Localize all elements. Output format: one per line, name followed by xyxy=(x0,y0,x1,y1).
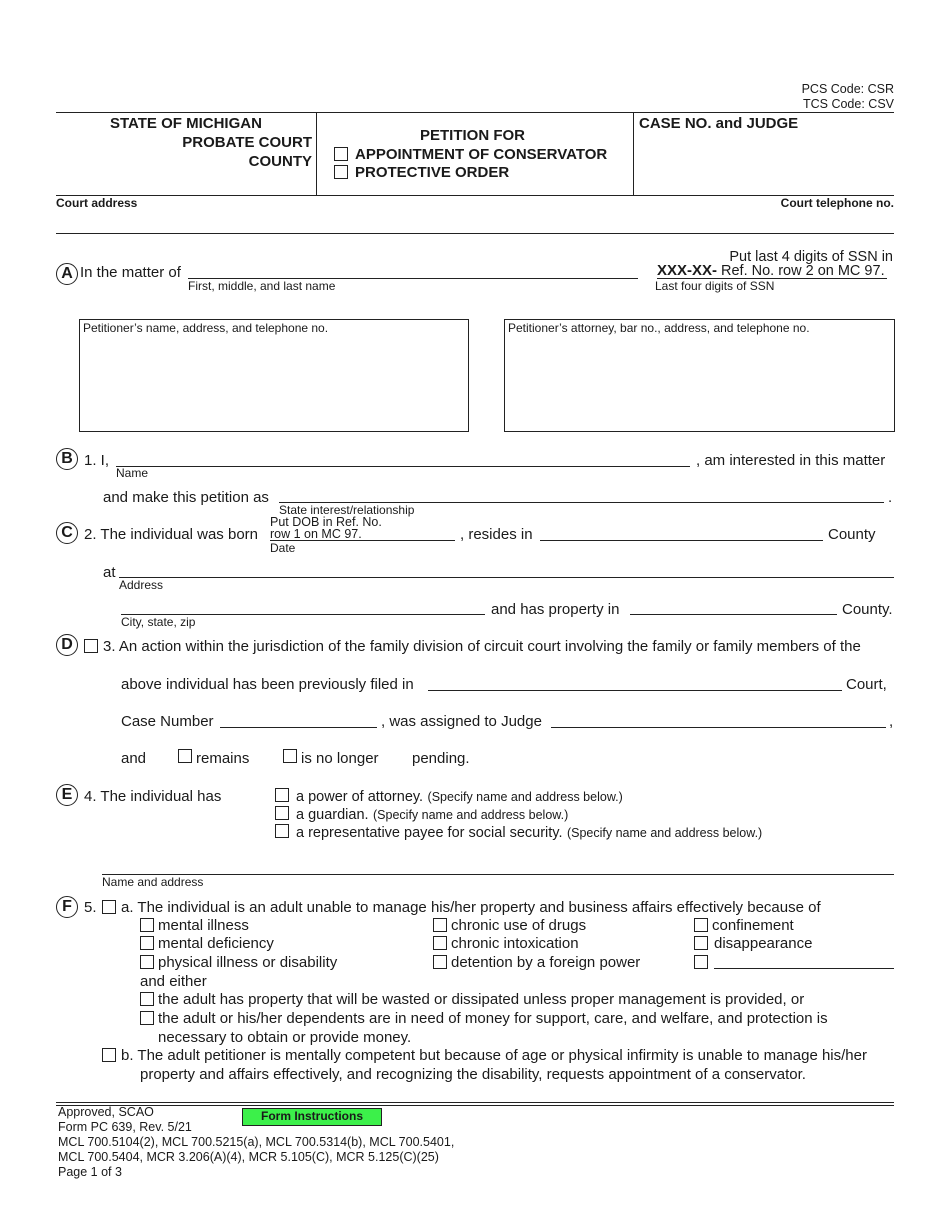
address-line[interactable] xyxy=(119,577,894,578)
guardian-checkbox[interactable] xyxy=(275,806,289,820)
city-caption: City, state, zip xyxy=(121,615,196,629)
petitioner-info-box[interactable] xyxy=(79,319,469,432)
confinement-checkbox[interactable] xyxy=(694,918,708,932)
poa-note: (Specify name and address below.) xyxy=(427,790,623,804)
page-number: Page 1 of 3 xyxy=(58,1165,122,1179)
confinement-label: confinement xyxy=(712,917,794,934)
county-word: County xyxy=(828,526,876,543)
interest-caption: State interest/relationship xyxy=(279,503,415,517)
state-label: STATE OF MICHIGAN xyxy=(110,115,262,132)
section-b-marker: B xyxy=(56,448,78,470)
case-no-label: CASE NO. and JUDGE xyxy=(639,115,799,132)
footer-rule-2 xyxy=(56,1105,894,1106)
item5b-text-line2: property and affairs effectively, and recognizing the disability, requests appointment of a conservator. xyxy=(140,1066,806,1083)
mental-illness-label: mental illness xyxy=(158,917,249,934)
item3-text: 3. An action within the jurisdiction of the family division of circuit court involving the family or family members of the xyxy=(103,638,861,655)
detention-label: detention by a foreign power xyxy=(451,954,641,971)
either2-text-line1: the adult or his/her dependents are in need of money for support, care, and welfare, and protection is xyxy=(158,1010,828,1027)
county-word-2: County. xyxy=(842,601,893,618)
mcl-line-2: MCL 700.5404, MCR 3.206(A)(4), MCR 5.105(C), MCR 5.125(C)(25) xyxy=(58,1150,439,1164)
payee-label: a representative payee for social security. xyxy=(296,825,563,841)
name-address-caption: Name and address xyxy=(102,875,204,889)
remains-label: remains xyxy=(196,750,250,767)
guardian-label: a guardian. xyxy=(296,807,369,823)
make-petition-label: and make this petition as xyxy=(103,489,269,506)
protective-order-checkbox[interactable] xyxy=(334,165,348,179)
pending-label: pending. xyxy=(412,750,470,767)
conservator-checkbox[interactable] xyxy=(334,147,348,161)
address-caption: Address xyxy=(119,578,164,592)
form-number: Form PC 639, Rev. 5/21 xyxy=(58,1120,192,1134)
payee-option xyxy=(296,824,762,842)
filed-in-label: above individual has been previously filed in xyxy=(121,676,414,693)
either1-checkbox[interactable] xyxy=(140,992,154,1006)
case-number-label: Case Number xyxy=(121,713,214,730)
item2-label: 2. The individual was born xyxy=(84,526,258,543)
intoxication-checkbox[interactable] xyxy=(433,936,447,950)
poa-label: a power of attorney. xyxy=(296,789,424,805)
header-bottom-rule xyxy=(56,195,894,196)
resides-label: , resides in xyxy=(460,526,533,543)
payee-checkbox[interactable] xyxy=(275,824,289,838)
either2-checkbox[interactable] xyxy=(140,1011,154,1025)
item1-label: 1. I, xyxy=(84,452,110,469)
intoxication-label: chronic intoxication xyxy=(451,935,579,952)
petitioner-name-line[interactable] xyxy=(116,466,690,467)
mental-deficiency-checkbox[interactable] xyxy=(140,936,154,950)
drugs-label: chronic use of drugs xyxy=(451,917,587,934)
payee-note: (Specify name and address below.) xyxy=(566,826,763,840)
dob-note-line1: Put DOB in Ref. No. xyxy=(270,515,382,529)
item5a-checkbox[interactable] xyxy=(102,900,116,914)
no-longer-checkbox[interactable] xyxy=(283,749,297,763)
section-d-marker: D xyxy=(56,634,78,656)
court-word: Court, xyxy=(846,676,887,693)
pcs-code: PCS Code: CSR xyxy=(801,82,894,96)
drugs-checkbox[interactable] xyxy=(433,918,447,932)
case-number-line[interactable] xyxy=(220,727,377,728)
matter-name-caption: First, middle, and last name xyxy=(188,279,336,293)
protective-order-option-label: PROTECTIVE ORDER xyxy=(355,164,510,181)
ssn-ref-note: Ref. No. row 2 on MC 97. xyxy=(721,263,885,279)
form-instructions-button[interactable]: Form Instructions xyxy=(242,1108,382,1126)
either2-text-line2: necessary to obtain or provide money. xyxy=(158,1029,412,1046)
and-label: and xyxy=(121,750,147,767)
ssn-caption: Last four digits of SSN xyxy=(655,279,775,293)
disappearance-checkbox[interactable] xyxy=(694,936,708,950)
mental-illness-checkbox[interactable] xyxy=(140,918,154,932)
ssn-prefix: XXX-XX- xyxy=(657,262,718,279)
dob-line[interactable] xyxy=(270,540,455,541)
section-f-marker: F xyxy=(56,896,78,918)
no-longer-label: is no longer xyxy=(301,750,379,767)
guardian-note: (Specify name and address below.) xyxy=(373,808,569,822)
poa-checkbox[interactable] xyxy=(275,788,289,802)
header-top-rule xyxy=(56,112,894,113)
poa-option xyxy=(296,788,623,806)
approved-label: Approved, SCAO xyxy=(58,1105,154,1119)
footer-rule-1 xyxy=(56,1102,894,1103)
court-label: PROBATE COURT xyxy=(182,134,312,151)
detention-checkbox[interactable] xyxy=(433,955,447,969)
petition-for-title: PETITION FOR xyxy=(420,127,525,144)
petitioner-box-label: Petitioner’s name, address, and telephone no. xyxy=(83,321,329,335)
county-label: COUNTY xyxy=(248,153,312,170)
address-rule xyxy=(56,233,894,234)
comma: , xyxy=(889,713,894,730)
name-address-line[interactable] xyxy=(102,874,894,875)
section-a-marker: A xyxy=(56,263,78,285)
interested-text: , am interested in this matter xyxy=(696,452,886,469)
assigned-label: , was assigned to Judge xyxy=(381,713,542,730)
date-caption: Date xyxy=(270,541,296,555)
item5b-text-line1: b. The adult petitioner is mentally competent but because of age or physical infirmity is unable to manage his/her xyxy=(121,1047,867,1064)
item5a-text: a. The individual is an adult unable to manage his/her property and business affairs effectively because of xyxy=(121,899,821,916)
court-address-label: Court address xyxy=(56,196,138,210)
section-e-marker: E xyxy=(56,784,78,806)
header-divider-2 xyxy=(633,112,634,195)
physical-illness-checkbox[interactable] xyxy=(140,955,154,969)
item3-checkbox[interactable] xyxy=(84,639,98,653)
name-caption: Name xyxy=(116,466,149,480)
other-reason-checkbox[interactable] xyxy=(694,955,708,969)
either1-text: the adult has property that will be wasted or dissipated unless proper management is provided, or xyxy=(158,991,805,1008)
attorney-info-box[interactable] xyxy=(504,319,895,432)
tcs-code: TCS Code: CSV xyxy=(802,97,894,111)
item5-label: 5. xyxy=(84,899,97,916)
ssn-note: Put last 4 digits of SSN in xyxy=(729,249,893,265)
resides-county-line[interactable] xyxy=(540,540,823,541)
disappearance-label: disappearance xyxy=(714,935,813,952)
header-divider-1 xyxy=(316,112,317,195)
at-label: at xyxy=(103,564,116,581)
property-in-label: and has property in xyxy=(491,601,620,618)
period: . xyxy=(888,489,893,506)
physical-illness-label: physical illness or disability xyxy=(158,954,338,971)
judge-line[interactable] xyxy=(551,727,886,728)
in-matter-label: In the matter of xyxy=(80,264,181,281)
item5b-checkbox[interactable] xyxy=(102,1048,116,1062)
mcl-line-1: MCL 700.5104(2), MCL 700.5215(a), MCL 700.5314(b), MCL 700.5401, xyxy=(58,1135,455,1149)
filed-court-line[interactable] xyxy=(428,690,842,691)
attorney-box-label: Petitioner’s attorney, bar no., address, and telephone no. xyxy=(508,321,810,335)
mental-deficiency-label: mental deficiency xyxy=(158,935,274,952)
property-county-line[interactable] xyxy=(630,614,837,615)
item4-label: 4. The individual has xyxy=(84,788,222,805)
court-phone-label: Court telephone no. xyxy=(780,196,894,210)
other-reason-line[interactable] xyxy=(714,968,894,969)
guardian-option xyxy=(296,806,568,824)
remains-checkbox[interactable] xyxy=(178,749,192,763)
conservator-option-label: APPOINTMENT OF CONSERVATOR xyxy=(355,146,608,163)
dob-note-line2: row 1 on MC 97. xyxy=(270,527,362,541)
section-c-marker: C xyxy=(56,522,78,544)
and-either-label: and either xyxy=(140,973,207,990)
